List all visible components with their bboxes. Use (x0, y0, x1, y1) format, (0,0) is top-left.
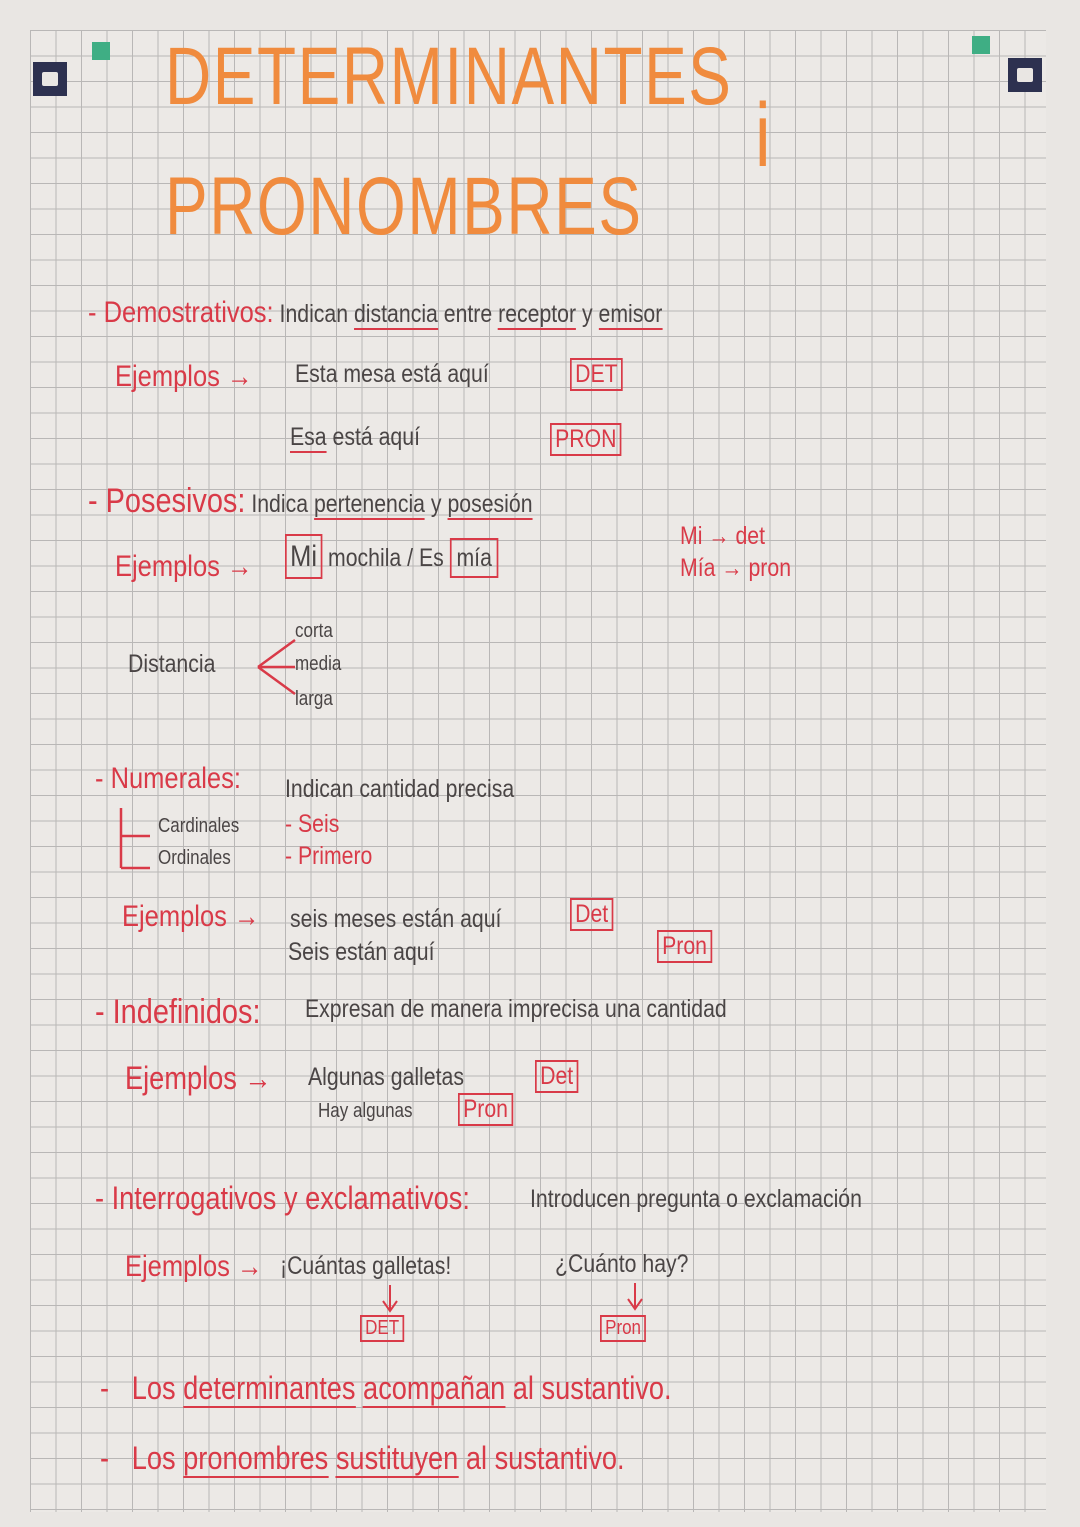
numeral-example: - Seis (285, 810, 340, 838)
numeral-type: Cardinales (158, 815, 240, 837)
example-sentence: seis meses están aquí (290, 905, 502, 933)
examples-label: Ejemplos → (115, 550, 253, 583)
numeral-example: - Primero (285, 842, 373, 870)
example-sentence: ¡Cuántas galletas! (280, 1252, 452, 1280)
summary-line: - Los pronombres sustituyen al sustantivo. (100, 1440, 625, 1476)
examples-label: Ejemplos → (125, 1060, 272, 1096)
section-indefinidos-heading: - Indefinidos: (95, 993, 261, 1031)
down-arrow-icon (380, 1285, 400, 1315)
examples-label: Ejemplos → (125, 1250, 263, 1283)
title-line2: PRONOMBRES (165, 161, 643, 252)
examples-label: Ejemplos → (122, 900, 260, 933)
section-demostrativos: - Demostrativos: Indican distancia entre receptor y emisor (88, 296, 663, 329)
summary-line: - Los determinantes acompañan al sustantivo. (100, 1370, 672, 1406)
distancia-option: media (295, 653, 342, 675)
distancia-option: corta (295, 620, 333, 642)
interrogativos-definition: Introducen pregunta o exclamación (530, 1185, 862, 1213)
distancia-label: Distancia (128, 650, 216, 678)
section-posesivos: - Posesivos: Indica pertenencia y posesión (88, 482, 533, 520)
tag-det: DET (360, 1315, 404, 1342)
tag-pron: Pron (458, 1093, 513, 1126)
example-sentence: Mi mochila / Es mía (285, 540, 499, 574)
example-sentence: Hay algunas (318, 1100, 413, 1122)
numeral-type: Ordinales (158, 847, 231, 869)
section-numerales-heading: - Numerales: (95, 762, 241, 795)
note-mia-pron: Mía → pron (680, 554, 792, 582)
tag-pron: Pron (600, 1315, 646, 1342)
tag-det: Det (535, 1060, 578, 1093)
example-sentence: Esa está aquí (290, 423, 420, 451)
logo-icon (1008, 58, 1042, 92)
tag-det: DET (570, 358, 623, 391)
down-arrow-icon (625, 1283, 645, 1313)
list-arrows-icon (118, 808, 158, 878)
examples-label: Ejemplos → (115, 360, 253, 393)
example-sentence: Seis están aquí (288, 938, 435, 966)
green-square-icon (972, 36, 990, 54)
section-interrogativos-heading: - Interrogativos y exclamativos: (95, 1180, 470, 1216)
example-sentence: ¿Cuánto hay? (555, 1250, 689, 1278)
title-conjunction: i (755, 86, 773, 186)
logo-icon (33, 62, 67, 96)
numerales-definition: Indican cantidad precisa (285, 775, 515, 803)
distancia-option: larga (295, 688, 333, 710)
tag-det: Det (570, 898, 613, 931)
branch-arrows-icon (255, 632, 300, 702)
green-square-icon (92, 42, 110, 60)
note-mi-det: Mi → det (680, 522, 766, 550)
tag-pron: Pron (657, 930, 712, 963)
indefinidos-definition: Expresan de manera imprecisa una cantidad (305, 995, 727, 1023)
title-line1: DETERMINANTES (165, 31, 733, 122)
example-sentence: Algunas galletas (308, 1063, 464, 1091)
example-sentence: Esta mesa está aquí (295, 360, 489, 388)
tag-pron: PRON (550, 423, 622, 456)
